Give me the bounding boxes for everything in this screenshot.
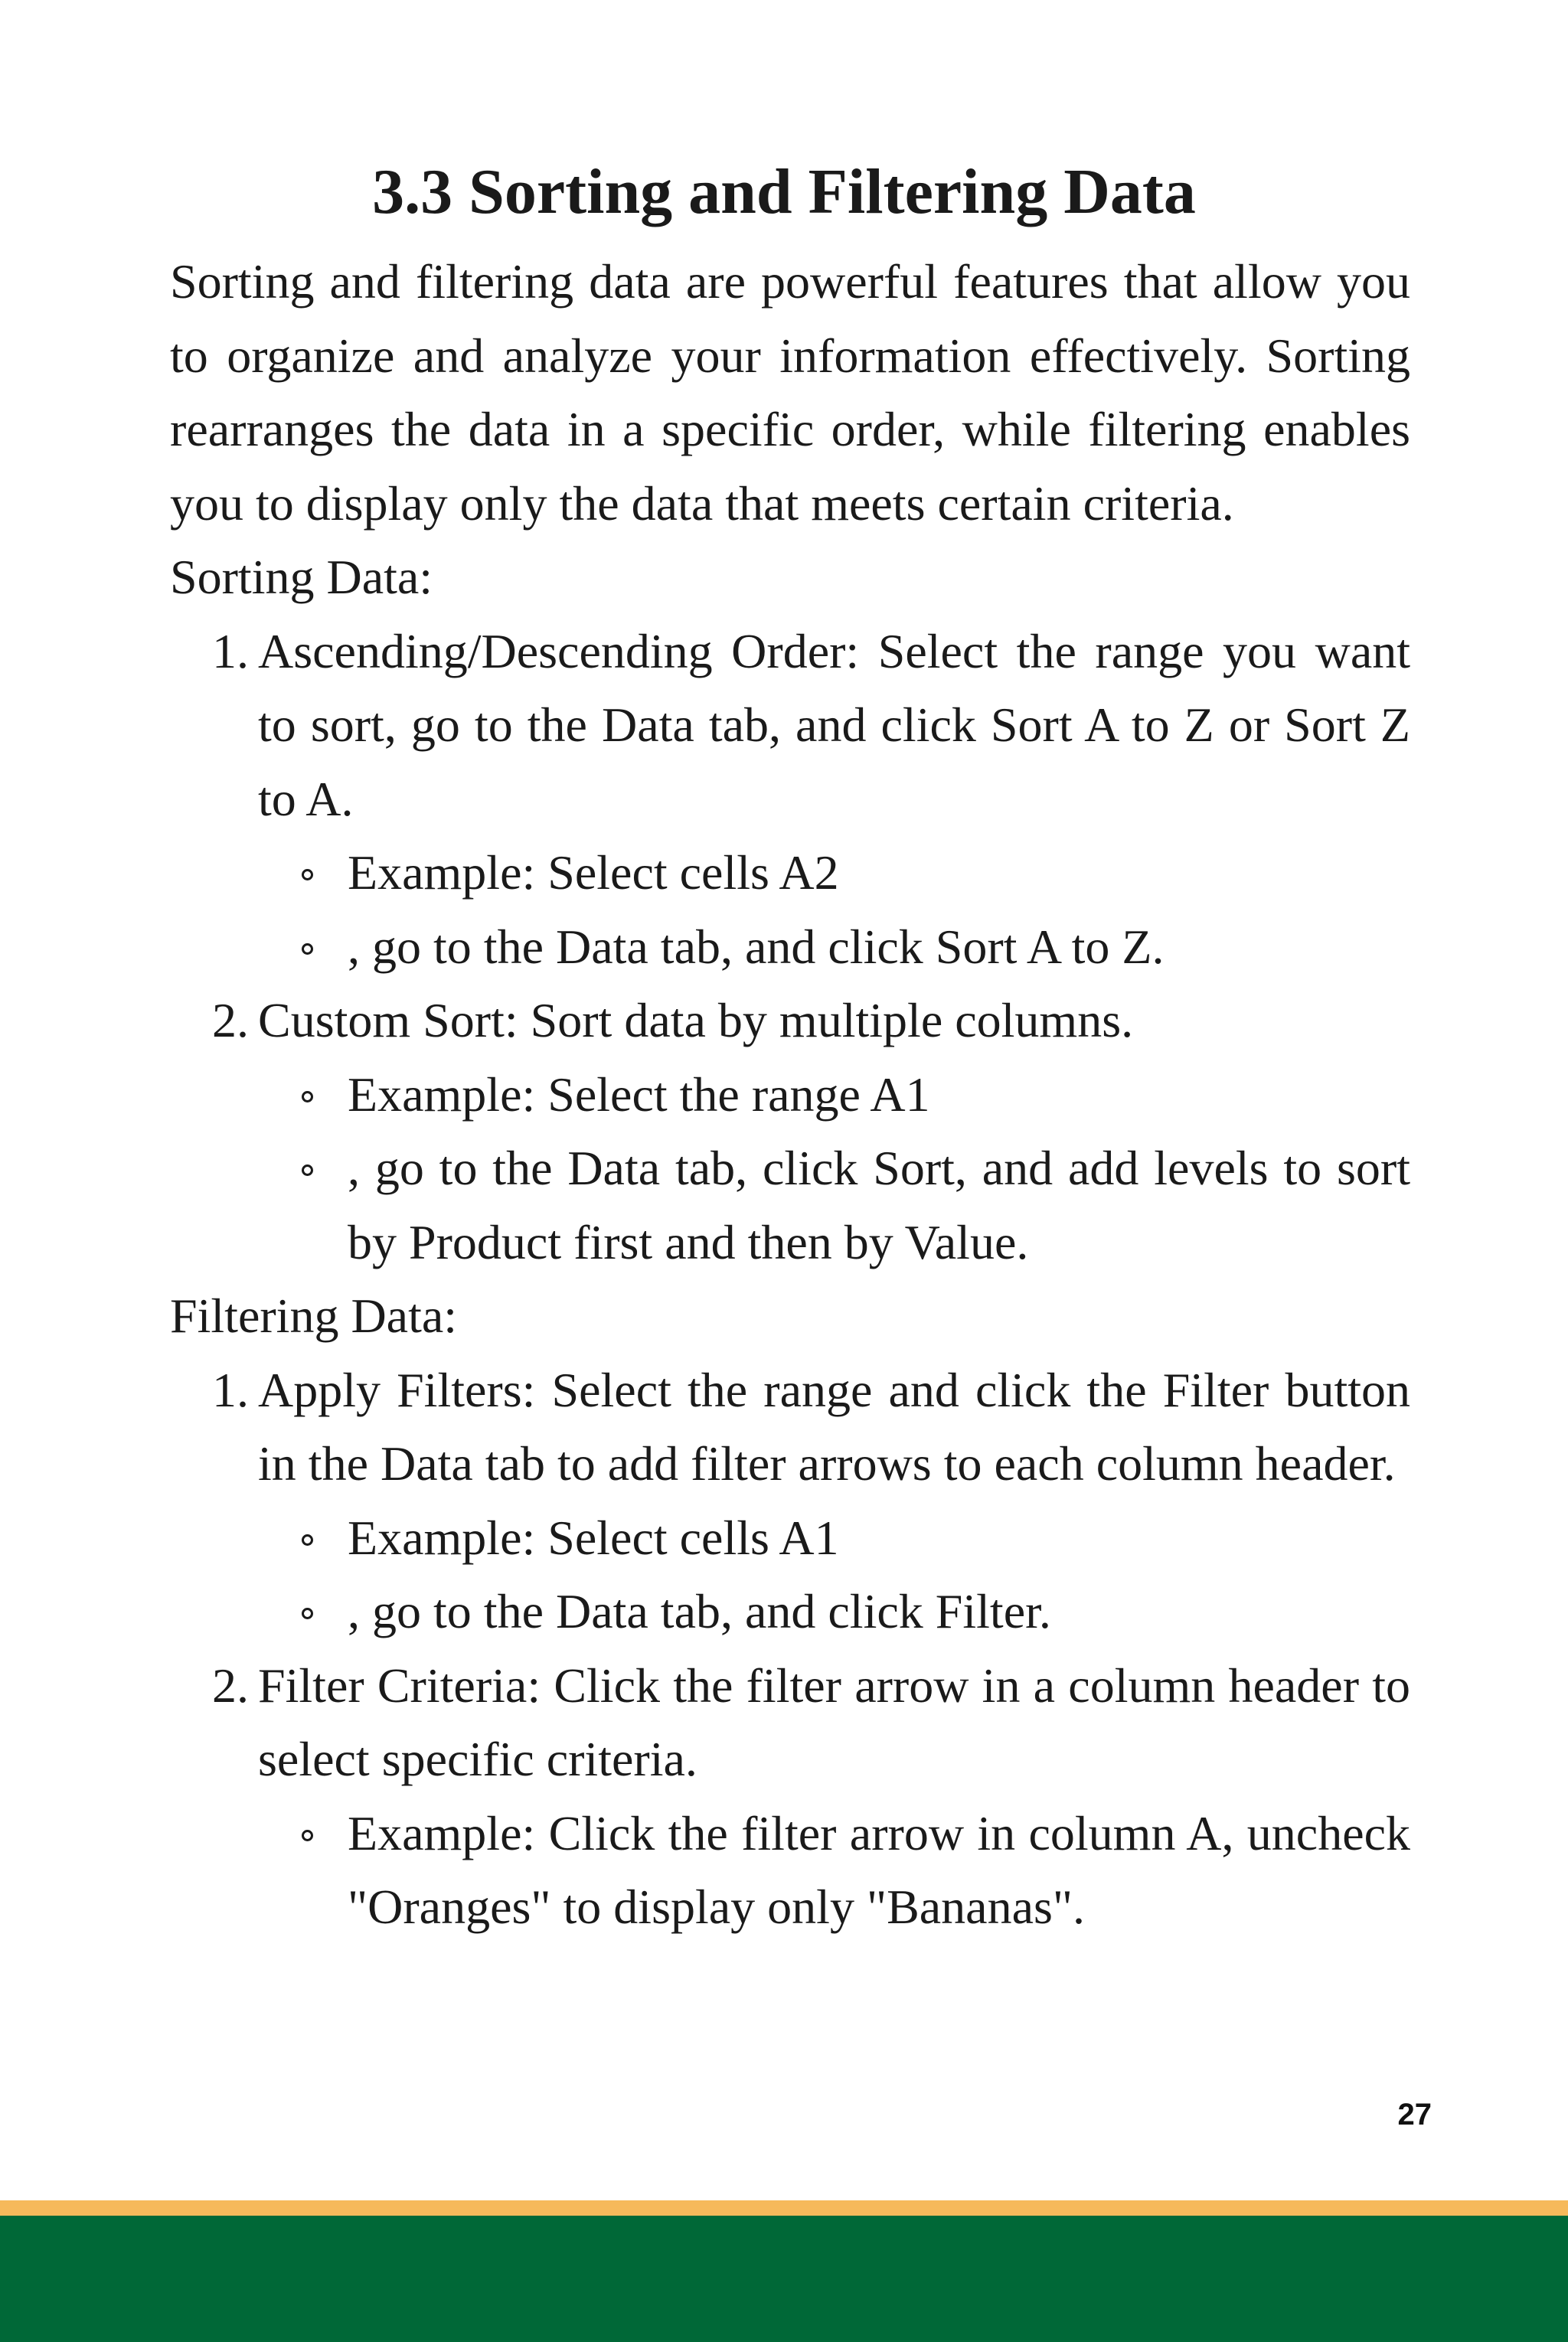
sorting-heading: Sorting Data: [170, 550, 433, 604]
list-number: 2. [212, 993, 249, 1047]
bullet-text: Example: Select cells A2 [348, 845, 839, 900]
list-bullet [170, 1501, 1410, 1576]
list-bullet [170, 1132, 1410, 1279]
sorting-item-1 [170, 615, 1410, 837]
list-item-text: Custom Sort: Sort data by multiple columns. [258, 993, 1134, 1047]
page-title: 3.3 Sorting and Filtering Data [372, 156, 1196, 227]
hollow-bullet-icon [302, 869, 313, 880]
bullet-text: , go to the Data tab, click Sort, and add levels to sort by Product first and then by Value. [348, 1141, 1410, 1269]
hollow-bullet-icon [302, 943, 313, 955]
bullet-text: , go to the Data tab, and click Sort A to Z. [348, 919, 1165, 974]
page-number: 27 [1397, 2098, 1432, 2131]
bullet-text: Example: Select the range A1 [348, 1066, 930, 1122]
list-bullet [170, 1058, 1410, 1132]
list-bullet [170, 836, 1410, 910]
hollow-bullet-icon [302, 1091, 313, 1102]
footer-accent-stripe [0, 2200, 1568, 2216]
hollow-bullet-icon [302, 1608, 313, 1619]
hollow-bullet-icon [302, 1830, 313, 1841]
list-number: 2. [212, 1658, 249, 1713]
hollow-bullet-icon [302, 1534, 313, 1546]
list-bullet [170, 1575, 1410, 1649]
bullet-text: Example: Click the filter arrow in column A, uncheck "Oranges" to display only "Bananas". [348, 1805, 1410, 1934]
bullet-text: Example: Select cells A1 [348, 1510, 839, 1565]
list-bullet [170, 910, 1410, 985]
list-item-text: Apply Filters: Select the range and click the Filter button in the Data tab to add filter arrows to each column header. [258, 1362, 1410, 1491]
list-number: 1. [212, 1362, 249, 1417]
list-item-text: Ascending/Descending Order: Select the range you want to sort, go to the Data tab, and click Sort A to Z or Sort Z to A. [258, 623, 1410, 826]
sorting-item-2 [170, 984, 1410, 1058]
footer-band [0, 2216, 1568, 2342]
hollow-bullet-icon [302, 1164, 313, 1176]
bullet-text: , go to the Data tab, and click Filter. [348, 1584, 1051, 1638]
filtering-item-2 [170, 1649, 1410, 1797]
page-body [170, 245, 1410, 1945]
list-bullet [170, 1797, 1410, 1945]
intro-paragraph: Sorting and filtering data are powerful features that allow you to organize and analyze your information effectively. Sorting rearranges the data in a specific order, while filtering enables you to display only the data that meets certain criteria. [170, 254, 1410, 531]
filtering-item-1 [170, 1354, 1410, 1501]
list-number: 1. [212, 623, 249, 678]
list-item-text: Filter Criteria: Click the filter arrow in a column header to select specific criteria. [258, 1658, 1410, 1786]
filtering-heading: Filtering Data: [170, 1289, 458, 1343]
